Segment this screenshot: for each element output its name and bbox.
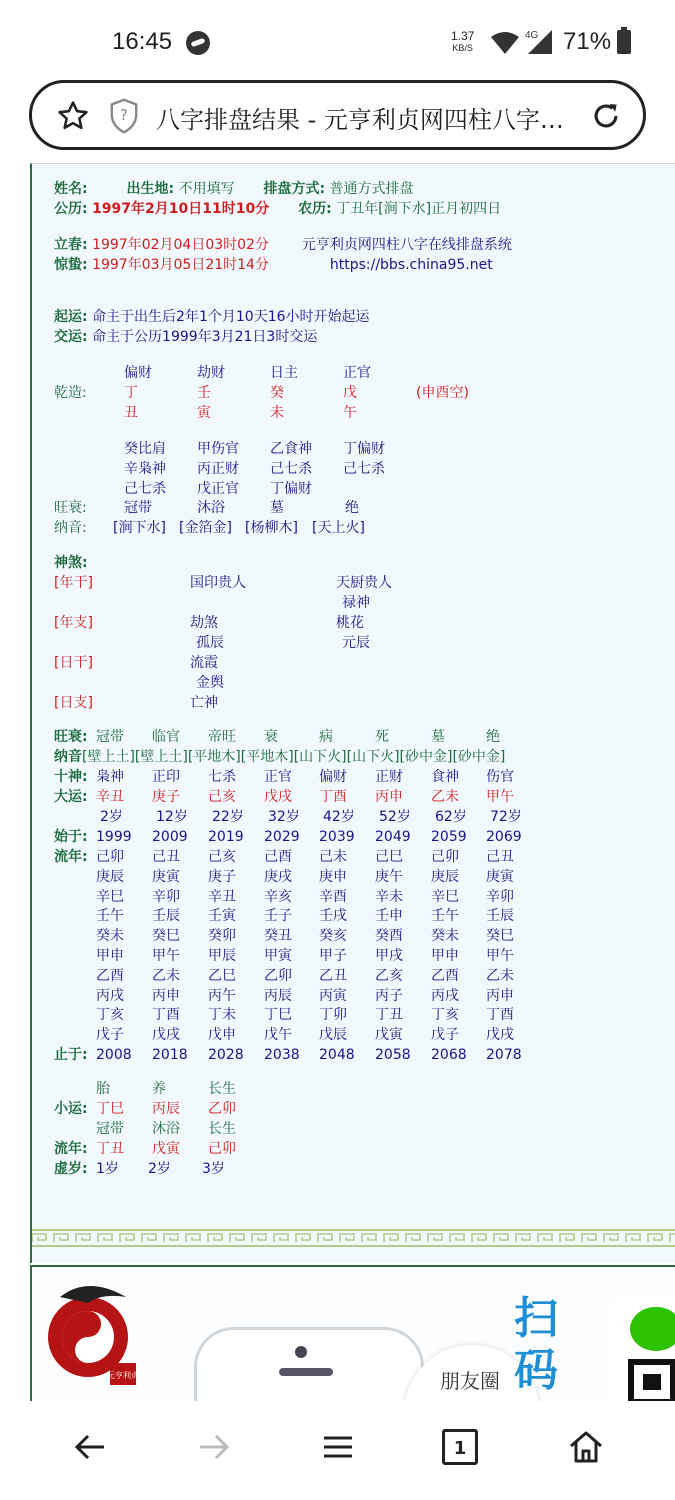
liunian-value: 己卯 — [96, 849, 124, 865]
basic-info-row — [54, 180, 414, 198]
speed-value: 1.37 — [451, 29, 475, 43]
liunian-value: 丁亥 — [96, 1007, 124, 1024]
jiaoyun-row — [54, 328, 317, 346]
pillar-branch: 寅 — [197, 405, 211, 421]
hidden-stem: 丙正财 — [197, 461, 239, 477]
shensha-item: 金舆 — [196, 675, 224, 691]
liunian-value: 辛亥 — [264, 888, 292, 905]
liunian-value: 乙巳 — [208, 967, 236, 984]
dayun-pillar: 丙申 — [375, 789, 403, 805]
liunian-value: 壬戌 — [319, 908, 347, 925]
dayun-pillar: 丁酉 — [319, 789, 347, 805]
dayun-wangshuai: 墓 — [431, 729, 445, 745]
end-year: 2028 — [208, 1047, 244, 1063]
hidden-stem: 癸比肩 — [124, 441, 166, 457]
pillar-god: 偏财 — [124, 365, 152, 381]
wangshuai-value: 沐浴 — [197, 500, 225, 516]
method-value: 普通方式排盘 — [329, 181, 414, 197]
liunian-value: 甲戌 — [375, 948, 403, 964]
hidden-stem: 己七杀 — [124, 481, 166, 497]
browser-nav-bar — [0, 1401, 675, 1500]
dayun-age: 52岁 — [379, 809, 411, 825]
shensha-row-label: [年干] — [54, 575, 93, 591]
shensha-item: 劫煞 — [190, 615, 218, 631]
birthplace-label: 出生地: — [126, 181, 175, 197]
liunian-value: 丁亥 — [431, 1007, 459, 1024]
shishen-value: 伤官 — [486, 769, 514, 785]
shensha-item: 桃花 — [336, 615, 364, 631]
liunian-value: 丙子 — [375, 987, 403, 1004]
pillar-god: 日主 — [270, 365, 298, 381]
liunian-value: 癸卯 — [208, 928, 236, 945]
end-year: 2068 — [431, 1047, 467, 1063]
dragon-logo-icon — [40, 1275, 140, 1395]
battery-icon — [617, 30, 631, 54]
pillar-branch: 未 — [270, 405, 284, 421]
liunian-value: 癸未 — [431, 928, 459, 945]
liunian-value: 甲子 — [319, 948, 347, 964]
page-title[interactable]: 八字排盘结果 - 元亨利贞网四柱八字… — [156, 106, 564, 134]
xiaoyun-top: 胎 — [96, 1081, 110, 1097]
dayun-nayin: [壁上土][壁上土][平地木][平地木][山下火][山下火][砂中金][砂中金] — [82, 749, 506, 765]
network-speed — [451, 30, 474, 54]
liunian-value: 乙酉 — [431, 967, 459, 984]
method-label: 排盘方式: — [263, 181, 326, 197]
liunian-value: 戊子 — [96, 1027, 124, 1044]
start-year: 2069 — [486, 829, 522, 845]
liunian-value: 庚子 — [208, 868, 236, 885]
liunian-value: 庚申 — [319, 868, 347, 885]
jiaoyun-label: 交运: — [54, 329, 88, 345]
end-year: 2018 — [152, 1047, 188, 1063]
qr-card — [606, 1299, 675, 1401]
solar-label: 公历: — [54, 201, 88, 217]
xusui-value: 3岁 — [202, 1161, 225, 1177]
liunian-value: 乙丑 — [319, 967, 347, 984]
xiaoyun-mid: 沐浴 — [152, 1121, 180, 1137]
shishen-value: 七杀 — [208, 769, 236, 785]
pillar-god: 劫财 — [197, 365, 225, 381]
xiaoyun-label: 小运: — [54, 1101, 88, 1117]
jingzhe-label: 惊蛰: — [54, 257, 88, 273]
wifi-icon — [490, 30, 520, 56]
xusui-label: 虚岁: — [54, 1161, 88, 1177]
start-label: 始于: — [54, 829, 88, 845]
dayun-label: 大运: — [54, 789, 88, 805]
forward-arrow-icon[interactable] — [194, 1427, 234, 1467]
dayun-wangshuai: 临官 — [152, 729, 180, 745]
shensha-item: 国印贵人 — [190, 575, 246, 591]
liunian-value: 丙戌 — [96, 987, 124, 1004]
liunian-value: 壬寅 — [208, 908, 236, 925]
liunian-value: 丁巳 — [264, 1007, 292, 1024]
shensha-item: 元辰 — [342, 635, 370, 651]
shensha-row-label: [年支] — [54, 615, 93, 631]
shensha-item: 天厨贵人 — [336, 575, 392, 591]
liunian-value: 己酉 — [264, 849, 292, 865]
moments-label: 朋友圈 — [440, 1369, 500, 1393]
dayun-pillar: 庚子 — [152, 789, 180, 805]
nayin-value: [涧下水] — [113, 520, 166, 536]
liunian-value: 壬午 — [96, 908, 124, 925]
shishen-value: 正官 — [264, 769, 292, 785]
status-time: 16:45 — [112, 28, 173, 55]
pillar-stem: 癸 — [270, 385, 284, 401]
liunian-value: 乙亥 — [375, 967, 403, 984]
shishen-value: 正印 — [152, 769, 180, 785]
liunian-value: 甲寅 — [264, 948, 292, 964]
jingzhe-row — [54, 256, 493, 274]
dayun-age: 2岁 — [100, 809, 123, 825]
xusui-value: 1岁 — [96, 1161, 119, 1177]
do-not-disturb-icon — [186, 31, 210, 55]
dayun-wangshuai: 绝 — [486, 729, 500, 745]
bookmark-star-icon[interactable] — [56, 99, 90, 133]
nayin-value: [天上火] — [312, 520, 365, 536]
wangshuai-label: 旺衰: — [54, 500, 87, 516]
nayin-label: 纳音: — [54, 520, 87, 536]
site-url[interactable]: https://bbs.china95.net — [329, 257, 493, 273]
liunian-value: 丙午 — [208, 987, 236, 1004]
liunian-value: 己丑 — [486, 849, 514, 865]
liunian-value: 辛卯 — [486, 888, 514, 905]
liunian-value: 丙申 — [486, 987, 514, 1004]
end-year: 2058 — [375, 1047, 411, 1063]
lunar-label: 农历: — [298, 201, 332, 217]
liunian-value: 乙未 — [486, 967, 514, 984]
birthplace-value: 不用填写 — [178, 181, 235, 197]
speed-unit: KB/S — [452, 43, 473, 53]
xiaoyun-liunian-label: 流年: — [54, 1141, 88, 1157]
qiyun-value: 命主于出生后2年1个月10天16小时开始起运 — [92, 309, 370, 325]
liunian-value: 癸巳 — [152, 928, 180, 945]
wangshuai-value: 墓 — [270, 500, 284, 516]
hidden-stem: 戊正官 — [197, 481, 239, 497]
nayin-value: [杨柳木] — [245, 520, 298, 536]
menu-icon[interactable] — [318, 1427, 358, 1467]
pillar-god: 正官 — [343, 365, 371, 381]
end-year: 2038 — [264, 1047, 300, 1063]
pillar-stem: 壬 — [197, 385, 211, 401]
liunian-value: 甲申 — [96, 948, 124, 964]
start-year: 2009 — [152, 829, 188, 845]
liunian-value: 癸酉 — [375, 928, 403, 945]
hidden-stem: 丁偏财 — [343, 441, 385, 457]
shishen-label: 十神: — [54, 769, 88, 785]
shishen-value: 枭神 — [96, 769, 124, 785]
logo-text: 元亨利贞 — [107, 1371, 139, 1380]
wechat-icon — [630, 1307, 675, 1351]
xiaoyun-liunian: 丁丑 — [96, 1141, 124, 1157]
liunian-value: 壬申 — [375, 908, 403, 925]
lichun-row — [54, 236, 512, 254]
scan-text: 扫 码 — [514, 1293, 558, 1396]
start-year: 1999 — [96, 829, 132, 845]
hidden-stem: 辛枭神 — [124, 461, 166, 477]
jingzhe-value: 1997年03月05日21时14分 — [92, 257, 269, 273]
liunian-value: 壬子 — [264, 908, 292, 925]
liunian-value: 戊午 — [264, 1027, 292, 1044]
liunian-value: 庚寅 — [152, 868, 180, 885]
dayun-age: 32岁 — [268, 809, 300, 825]
liunian-value: 丁酉 — [152, 1007, 180, 1024]
hidden-stem: 己七杀 — [270, 461, 312, 477]
liunian-value: 丁卯 — [319, 1007, 347, 1024]
pillar-stem: 戊 — [343, 385, 357, 401]
bazi-result-panel — [30, 163, 675, 1263]
xiaoyun-top: 长生 — [208, 1081, 236, 1097]
xiaoyun-mid: 长生 — [208, 1121, 236, 1137]
liunian-value: 己卯 — [431, 849, 459, 865]
liunian-value: 癸巳 — [486, 928, 514, 945]
liunian-value: 甲申 — [431, 948, 459, 964]
liunian-value: 庚辰 — [431, 868, 459, 885]
svg-text:?: ? — [120, 106, 128, 125]
dayun-wangshuai: 病 — [319, 729, 333, 745]
liunian-value: 戊寅 — [375, 1027, 403, 1044]
end-year: 2048 — [319, 1047, 355, 1063]
wangshuai-value: 绝 — [345, 500, 359, 516]
promo-banner[interactable] — [30, 1265, 675, 1401]
liunian-value: 丁丑 — [375, 1007, 403, 1024]
liunian-value: 己亥 — [208, 849, 236, 865]
liunian-value: 辛巳 — [431, 888, 459, 905]
shishen-value: 偏财 — [319, 769, 347, 785]
liunian-value: 壬辰 — [486, 908, 514, 925]
dayun-wangshuai: 帝旺 — [208, 729, 236, 745]
xiaoyun-pillar: 乙卯 — [208, 1101, 236, 1117]
hidden-stem: 丁偏财 — [270, 481, 312, 497]
xiaoyun-pillar: 丁巳 — [96, 1101, 124, 1117]
shensha-row-label: [日干] — [54, 655, 93, 671]
kong-value: (申酉空) — [416, 385, 469, 401]
site-name: 元亨利贞网四柱八字在线排盘系统 — [301, 237, 512, 253]
lichun-label: 立春: — [54, 237, 88, 253]
dayun-wangshuai: 衰 — [264, 729, 278, 745]
address-bar[interactable] — [29, 80, 646, 150]
cellular-signal-icon — [524, 28, 554, 56]
dayun-nayin-label: 纳音 — [54, 749, 82, 765]
qr-code-icon — [628, 1359, 675, 1401]
jiaoyun-value: 命主于公历1999年3月21日3时交运 — [92, 329, 318, 345]
qiyun-label: 起运: — [54, 309, 88, 325]
status-bar — [0, 0, 675, 80]
shensha-item: 禄神 — [342, 595, 370, 611]
dayun-age: 42岁 — [323, 809, 355, 825]
liunian-value: 戊辰 — [319, 1027, 347, 1044]
dayun-age: 12岁 — [156, 809, 188, 825]
liunian-value: 己丑 — [152, 849, 180, 865]
date-row — [54, 200, 501, 218]
shensha-row-label: [日支] — [54, 695, 93, 711]
shensha-title: 神煞: — [54, 555, 88, 571]
tabs-icon[interactable]: 1 — [442, 1429, 478, 1465]
reload-icon[interactable] — [589, 99, 623, 133]
dayun-age: 72岁 — [490, 809, 522, 825]
liunian-value: 庚戌 — [264, 868, 292, 885]
liunian-value: 戊子 — [431, 1027, 459, 1044]
liunian-value: 乙酉 — [96, 967, 124, 984]
liunian-value: 辛未 — [375, 888, 403, 905]
lunar-value: 丁丑年[涧下水]正月初四日 — [336, 201, 502, 217]
name-label: 姓名: — [54, 181, 88, 197]
liunian-value: 丙戌 — [431, 987, 459, 1004]
phone-illustration — [194, 1327, 424, 1401]
xiaoyun-liunian: 戊寅 — [152, 1141, 180, 1157]
liunian-value: 庚寅 — [486, 868, 514, 885]
liunian-value: 癸亥 — [319, 928, 347, 945]
liunian-value: 丙申 — [152, 987, 180, 1004]
battery-percent: 71% — [563, 28, 612, 55]
liunian-value: 丁未 — [208, 1007, 236, 1024]
liunian-value: 甲午 — [486, 948, 514, 964]
start-year: 2029 — [264, 829, 300, 845]
dayun-age: 62岁 — [435, 809, 467, 825]
liunian-value: 甲辰 — [208, 948, 236, 964]
solar-value: 1997年2月10日11时10分 — [92, 201, 270, 217]
decorative-border — [32, 1224, 675, 1252]
dayun-wangshuai: 冠带 — [96, 729, 124, 745]
liunian-value: 癸未 — [96, 928, 124, 945]
wangshuai-value: 冠带 — [124, 500, 152, 516]
hidden-stem: 己七杀 — [343, 461, 385, 477]
liunian-value: 丁酉 — [486, 1007, 514, 1024]
xiaoyun-liunian: 己卯 — [208, 1141, 236, 1157]
liunian-value: 壬午 — [431, 908, 459, 925]
network-type: 4G — [525, 30, 539, 41]
site-security-icon[interactable] — [107, 97, 141, 135]
xiaoyun-pillar: 丙辰 — [152, 1101, 180, 1117]
liunian-value: 丙辰 — [264, 987, 292, 1004]
dayun-pillar: 戊戌 — [264, 789, 292, 805]
liunian-value: 辛巳 — [96, 888, 124, 905]
liunian-value: 辛酉 — [319, 888, 347, 905]
liunian-value: 乙未 — [152, 967, 180, 984]
shensha-item: 孤辰 — [196, 635, 224, 651]
end-year: 2008 — [96, 1047, 132, 1063]
shensha-item: 流霞 — [190, 655, 218, 671]
start-year: 2049 — [375, 829, 411, 845]
liunian-value: 癸丑 — [264, 928, 292, 945]
shishen-value: 食神 — [431, 769, 459, 785]
dayun-age: 22岁 — [212, 809, 244, 825]
dayun-pillar: 乙未 — [431, 789, 459, 805]
liunian-value: 己巳 — [375, 849, 403, 865]
start-year: 2019 — [208, 829, 244, 845]
liunian-value: 戊戌 — [486, 1027, 514, 1044]
nayin-value: [金箔金] — [179, 520, 232, 536]
qianzao-label: 乾造: — [54, 385, 87, 401]
xiaoyun-top: 养 — [152, 1081, 166, 1097]
pillar-branch: 丑 — [124, 405, 138, 421]
home-icon[interactable] — [566, 1427, 606, 1467]
liunian-value: 己未 — [319, 849, 347, 865]
liunian-value: 戊戌 — [152, 1027, 180, 1044]
dayun-pillar: 甲午 — [486, 789, 514, 805]
liunian-value: 辛丑 — [208, 888, 236, 905]
liunian-value: 乙卯 — [264, 967, 292, 984]
end-year: 2078 — [486, 1047, 522, 1063]
xusui-value: 2岁 — [148, 1161, 171, 1177]
dayun-wangshuai-label: 旺衰: — [54, 729, 88, 745]
liunian-value: 甲午 — [152, 948, 180, 964]
liunian-value: 庚辰 — [96, 868, 124, 885]
hidden-stem: 乙食神 — [270, 441, 312, 457]
dayun-wangshuai: 死 — [375, 729, 389, 745]
liunian-value: 辛卯 — [152, 888, 180, 905]
lichun-value: 1997年02月04日03时02分 — [92, 237, 269, 253]
dayun-pillar: 辛丑 — [96, 789, 124, 805]
liunian-label: 流年: — [54, 849, 88, 865]
liunian-value: 戊申 — [208, 1027, 236, 1044]
xiaoyun-mid: 冠带 — [96, 1121, 124, 1137]
shensha-item: 亡神 — [190, 695, 218, 711]
liunian-value: 庚午 — [375, 868, 403, 885]
start-year: 2039 — [319, 829, 355, 845]
start-year: 2059 — [431, 829, 467, 845]
hidden-stem: 甲伤官 — [197, 441, 239, 457]
end-label: 止于: — [54, 1047, 88, 1063]
liunian-value: 丙寅 — [319, 987, 347, 1004]
dayun-pillar: 己亥 — [208, 789, 236, 805]
liunian-value: 壬辰 — [152, 908, 180, 925]
back-arrow-icon[interactable] — [70, 1427, 110, 1467]
pillar-stem: 丁 — [124, 385, 138, 401]
qiyun-row — [54, 308, 370, 326]
shishen-value: 正财 — [375, 769, 403, 785]
pillar-branch: 午 — [343, 405, 357, 421]
